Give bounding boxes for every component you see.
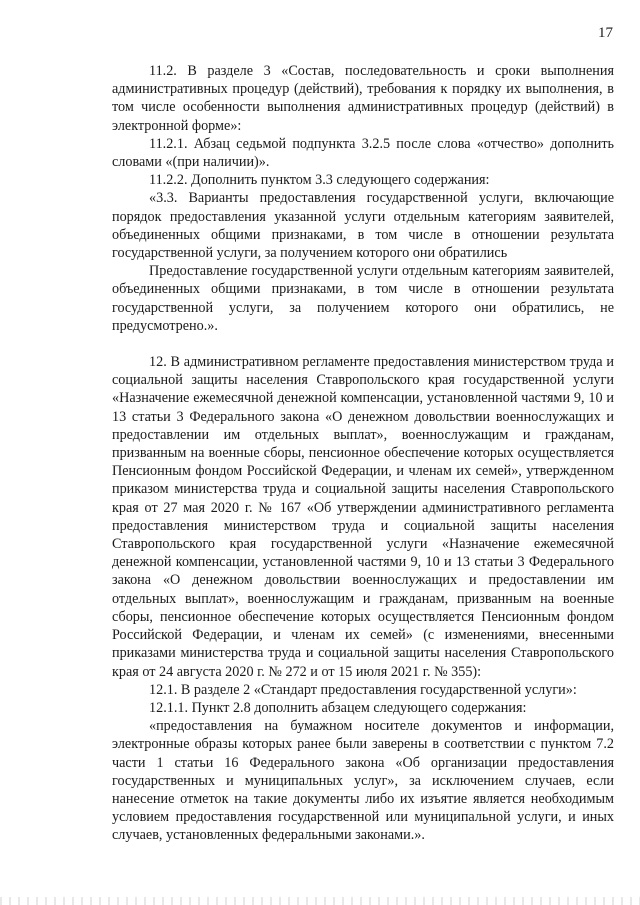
paragraph-11-2-2: 11.2.2. Дополнить пунктом 3.3 следующего содержания:: [149, 172, 490, 189]
paragraph-11-2-1: 11.2.1. Абзац седьмой подпункта 3.2.5 после слова «отчество» дополнить словами «(при наличии)».: [112, 135, 614, 171]
paragraph-12-1-1: 12.1.1. Пункт 2.8 дополнить абзацем следующего содержания:: [149, 699, 527, 716]
paragraph-3-3-body: Предоставление государственной услуги отдельным категориям заявителей, объединенных общими признаками, в том числе в отношении результата государственной услуги, за получением которого они обратились, не предусмотрено.».: [112, 263, 614, 334]
page-number: 17: [598, 25, 613, 41]
scan-edge-noise: [0, 897, 640, 905]
paragraph-11-2: 11.2. В разделе 3 «Состав, последовательность и сроки выполнения административных процедур (действий), требования к порядку их выполнения, в том числе особенности выполнения административных процедур (действий) в электронной форме»:: [112, 63, 614, 134]
paragraph-12-1: 12.1. В разделе 2 «Стандарт предоставления государственной услуги»:: [149, 681, 577, 698]
paragraph-12: 12. В административном регламенте предоставления министерством труда и социальной защиты населения Ставропольского края государственной услуги «Назначение ежемесячной денежной компенсации, установленной частями 9, 10 и 13 статьи 3 Федерального закона «О денежном довольствии военнослужащих и предоставлении им отдельных выплат», военнослужащим и гражданам, призванным на военные сборы, пенсионное обеспечение которых осуществляется Пенсионным фондом Российской Федерации, и членам их семей», утвержденном приказом министерства труда и социальной защиты населения Ставропольского края от 27 мая 2020 г. № 167 «Об утверждении административного регламента предоставления министерством труда и социальной защиты населения Ставропольского края государственной услуги «Назначение ежемесячной денежной компенсации, установленной частями 9, 10 и 13 статьи 3 Федерального закона «О денежном довольствии военнослужащих и предоставлении им отдельных выплат», военнослужащим и гражданам, призванным на военные сборы, пенсионное обеспечение которых осуществляется Пенсионным фондом Российской Федерации, и членам их семей» (с изменениями, внесенными приказами министерства труда и социальной защиты населения Ставропольского края от 24 августа 2020 г. № 272 и от 15 июля 2021 г. № 355):: [112, 354, 614, 680]
paragraph-3-3-heading: «3.3. Варианты предоставления государственной услуги, включающие порядок предоставления указанной услуги отдельным категориям заявителей, объединенных общими признаками, в том числе в отношении результата государственной услуги, за получением которого они обратились: [112, 190, 614, 262]
paragraph-12-1-1-text: «предоставления на бумажном носителе документов и информации, электронные образы которых ранее были заверены в соответствии с пунктом 7.2 части 1 статьи 16 Федерального закона «Об организации предоставления государственных и муниципальных услуг», за исключением случаев, если нанесение отметок на такие документы либо их изъятие является необходимым условием предоставления государственной или муниципальной услуги, и иных случаев, установленных федеральными законами.».: [112, 718, 614, 844]
document-body: [112, 62, 614, 845]
